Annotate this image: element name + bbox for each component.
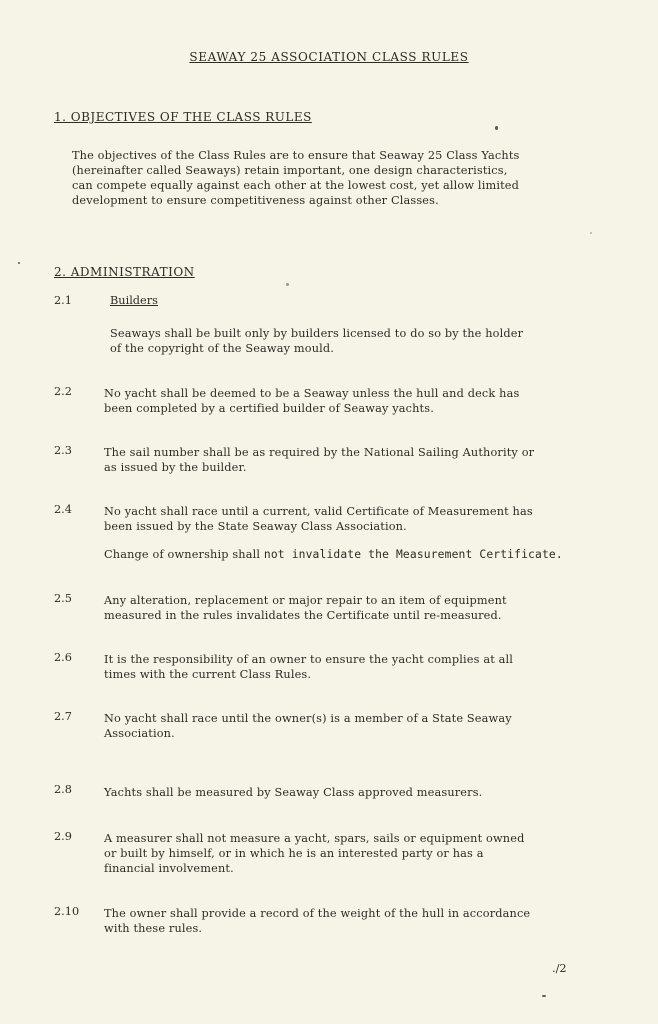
paragraph-line: No yacht shall race until the owner(s) is a member of a State Seaway: [104, 712, 512, 725]
paragraph-line: financial involvement.: [104, 862, 234, 875]
paragraph-line: Association.: [104, 727, 175, 740]
rule-2-9-text: [104, 831, 524, 876]
paragraph-line: times with the current Class Rules.: [104, 668, 312, 681]
paragraph-line: A measurer shall not measure a yacht, spars, sails or equipment owned: [104, 832, 525, 845]
paragraph-line: measured in the rules invalidates the Certificate until re-measured.: [104, 609, 502, 622]
paragraph-line: or built by himself, or in which he is an interested party or has a: [104, 847, 484, 860]
rule-number-2-8: 2.8: [54, 783, 72, 796]
rule-number-2-10: 2.10: [54, 905, 80, 918]
rule-2-10-text: [104, 906, 530, 936]
paragraph-line: No yacht shall race until a current, valid Certificate of Measurement has: [104, 505, 533, 518]
note-part-a: Change of ownership shall: [104, 548, 261, 561]
paragraph-line: can compete equally against each other at the lowest cost, yet allow limited: [72, 179, 519, 192]
page-continuation-marker: ./2: [552, 962, 567, 975]
paragraph-line: been issued by the State Seaway Class Association.: [104, 520, 407, 533]
rule-2-2-text: [104, 386, 519, 416]
rule-2-3-text: [104, 445, 534, 475]
paragraph-line: Seaways shall be built only by builders licensed to do so by the holder: [110, 327, 524, 340]
rule-2-6-text: [104, 652, 513, 682]
rule-2-8-text: [104, 785, 482, 800]
paragraph-line: The objectives of the Class Rules are to ensure that Seaway 25 Class Yachts: [72, 149, 520, 162]
scan-speck: [286, 283, 289, 286]
section-1-heading: 1. OBJECTIVES OF THE CLASS RULES: [54, 110, 312, 124]
rule-number-2-5: 2.5: [54, 592, 72, 605]
scan-speck: [495, 126, 498, 130]
section-1-paragraph: [72, 148, 519, 208]
paragraph-line: development to ensure competitiveness against other Classes.: [72, 194, 439, 207]
rule-number-2-2: 2.2: [54, 385, 72, 398]
paragraph-line: The sail number shall be as required by the National Sailing Authority or: [104, 446, 535, 459]
rule-number-2-6: 2.6: [54, 651, 72, 664]
rule-2-1-subheading: Builders: [110, 294, 158, 307]
paragraph-line: No yacht shall be deemed to be a Seaway unless the hull and deck has: [104, 387, 520, 400]
section-2-heading: 2. ADMINISTRATION: [54, 265, 195, 279]
paragraph-line: been completed by a certified builder of Seaway yachts.: [104, 402, 434, 415]
rule-number-2-7: 2.7: [54, 710, 72, 723]
rule-2-4-text: [104, 504, 533, 534]
rule-2-4-note: [104, 547, 563, 562]
rule-number-2-9: 2.9: [54, 830, 72, 843]
rule-2-1-text: [110, 326, 523, 356]
rule-number-2-4: 2.4: [54, 503, 72, 516]
paragraph-line: (hereinafter called Seaways) retain important, one design characteristics,: [72, 164, 508, 177]
scan-speck: [542, 995, 546, 997]
paragraph-line: Yachts shall be measured by Seaway Class approved measurers.: [104, 786, 483, 799]
paragraph-line: of the copyright of the Seaway mould.: [110, 342, 335, 355]
paragraph-line: The owner shall provide a record of the weight of the hull in accordance: [104, 907, 531, 920]
paragraph-line: with these rules.: [104, 922, 203, 935]
paragraph-line: as issued by the builder.: [104, 461, 247, 474]
rule-2-5-text: [104, 593, 507, 623]
paragraph-line: It is the responsibility of an owner to ensure the yacht complies at all: [104, 653, 514, 666]
rule-2-7-text: [104, 711, 512, 741]
scan-speck: [18, 262, 20, 264]
note-part-b-typed: not invalidate the Measurement Certificate.: [263, 548, 563, 561]
paragraph-line: Any alteration, replacement or major repair to an item of equipment: [104, 594, 507, 607]
rule-number-2-3: 2.3: [54, 444, 72, 457]
scan-speck: [590, 232, 592, 234]
rule-number-2-1: 2.1: [54, 294, 72, 307]
page-title: SEAWAY 25 ASSOCIATION CLASS RULES: [189, 50, 469, 64]
